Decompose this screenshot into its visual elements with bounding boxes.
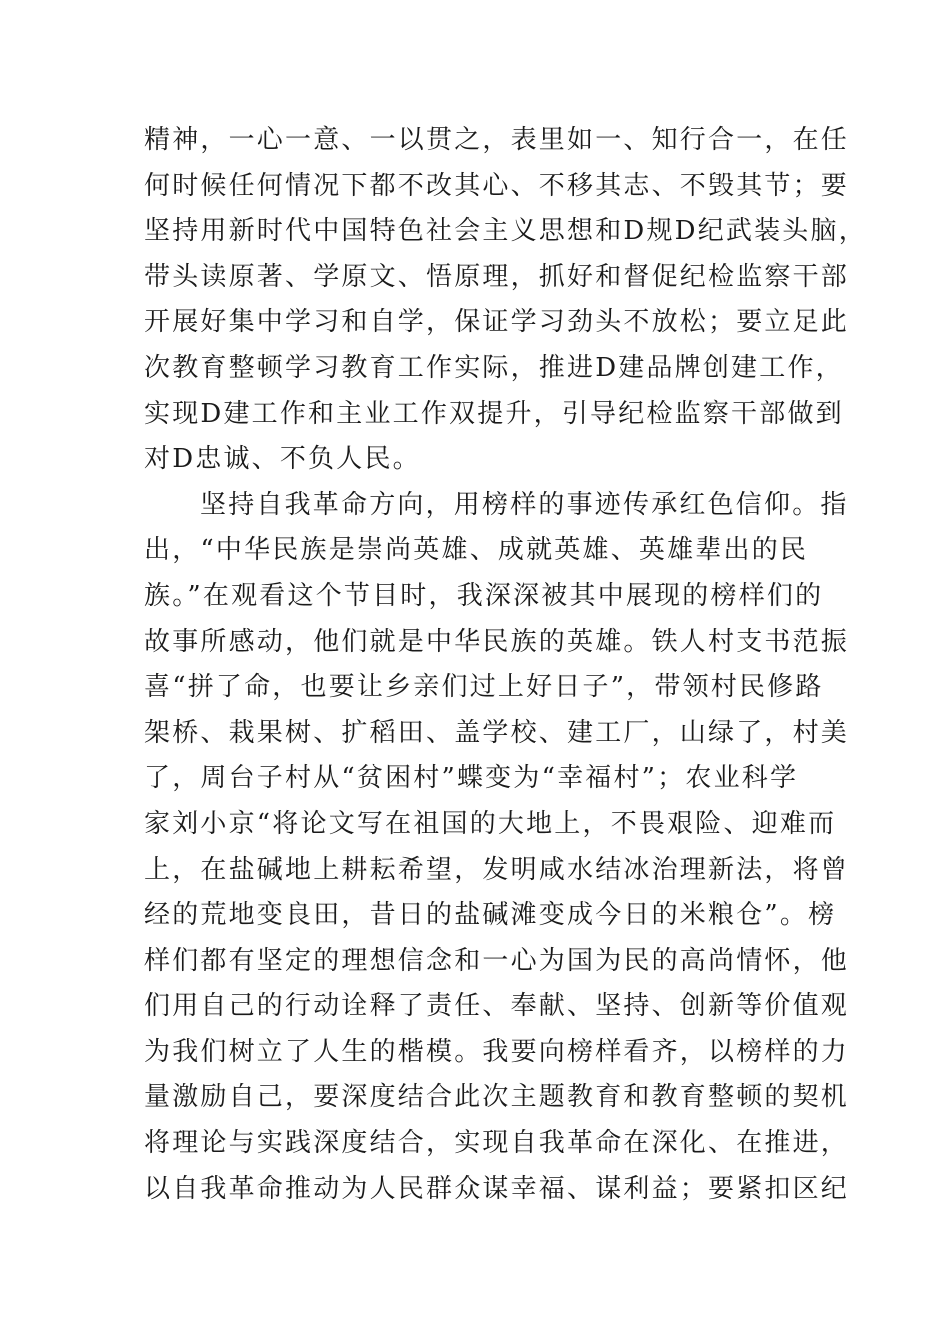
- text-line: 对D忠诚、不负人民。: [144, 444, 421, 475]
- text-line: 样们都有坚定的理想信念和一心为国为民的高尚情怀，他: [144, 945, 850, 976]
- text-line: 量激励自己，要深度结合此次主题教育和教育整顿的契机: [144, 1082, 850, 1113]
- text-line: 家刘小京“将论文写在祖国的大地上，不畏艰险、迎难而: [144, 808, 837, 839]
- paragraph-1: [144, 118, 867, 483]
- text-line: 精神，一心一意、一以贯之，表里如一、知行合一，在任: [144, 125, 850, 155]
- text-line: 们用自己的行动诠释了责任、奉献、坚持、创新等价值观: [144, 991, 850, 1022]
- text-line: 为我们树立了人生的楷模。我要向榜样看齐，以榜样的力: [144, 1036, 850, 1067]
- body-text: [144, 118, 867, 1212]
- text-line: 经的荒地变良田，昔日的盐碱滩变成今日的米粮仓”。榜: [144, 900, 837, 931]
- text-line: 故事所感动，他们就是中华民族的英雄。铁人村支书范振: [144, 626, 850, 657]
- text-line: 开展好集中学习和自学，保证学习劲头不放松；要立足此: [144, 307, 850, 338]
- text-line: 族。”在观看这个节目时，我深深被其中展现的榜样们的: [144, 580, 824, 611]
- text-line: 上，在盐碱地上耕耘希望，发明咸水结冰治理新法，将曾: [144, 854, 850, 885]
- text-line: 坚持用新时代中国特色社会主义思想和D规D纪武装头脑，: [144, 216, 867, 247]
- text-line: 何时候任何情况下都不改其心、不移其志、不毁其节；要: [144, 170, 850, 201]
- text-line: 将理论与实践深度结合，实现自我革命在深化、在推进，: [144, 1128, 850, 1159]
- text-line: 了，周台子村从“贫困村”蝶变为“幸福村”；农业科学: [144, 763, 799, 794]
- text-line: 坚持自我革命方向，用榜样的事迹传承红色信仰。指: [200, 489, 849, 520]
- paragraph-2: [144, 483, 850, 1213]
- text-line: 以自我革命推动为人民群众谋幸福、谋利益；要紧扣区纪: [144, 1173, 850, 1204]
- text-line: 架桥、栽果树、扩稻田、盖学校、建工厂，山绿了，村美: [144, 717, 850, 748]
- text-line: 实现D建工作和主业工作双提升，引导纪检监察干部做到: [144, 398, 844, 429]
- text-line: 喜“拼了命，也要让乡亲们过上好日子”，带领村民修路: [144, 672, 824, 703]
- text-line: 带头读原著、学原文、悟原理，抓好和督促纪检监察干部: [144, 261, 850, 292]
- text-line: 出，“中华民族是崇尚英雄、成就英雄、英雄辈出的民: [144, 535, 809, 566]
- text-line: 次教育整顿学习教育工作实际，推进D建品牌创建工作，: [144, 352, 844, 383]
